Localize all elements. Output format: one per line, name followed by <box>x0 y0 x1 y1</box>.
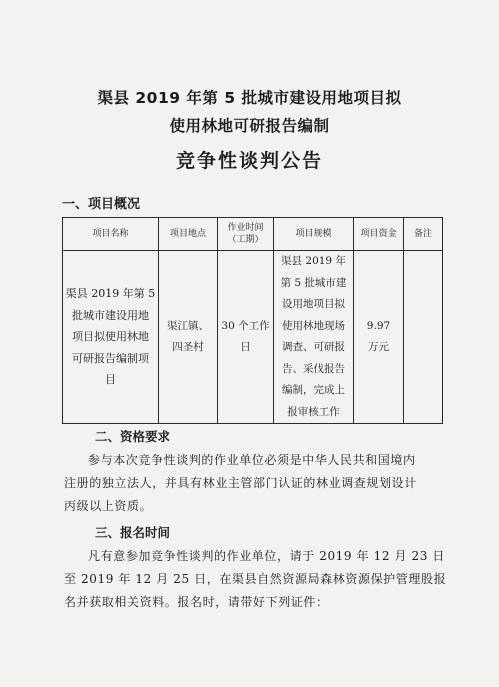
section-3-body <box>64 545 446 614</box>
cell-location <box>159 251 218 424</box>
header-duration-line2: （工期） <box>227 235 264 245</box>
title-line-2: 使用林地可研报告编制 <box>169 117 330 135</box>
cell-duration <box>218 251 274 424</box>
paragraph-line: 注册的独立法人，并具有林业主管部门认证的林业调查规划设计 <box>64 476 417 490</box>
cell-line: 项目拟使用林地 <box>72 330 149 344</box>
title-line-1: 渠县 2019 年第 5 批城市建设用地项目拟 <box>97 89 402 107</box>
paragraph-line: 名并获取相关资料。报名时，请带好下列证件： <box>64 595 329 609</box>
table-header-row <box>63 218 443 251</box>
section-2-body <box>64 449 446 518</box>
section-3-heading: 三、报名时间 <box>95 525 171 540</box>
project-table <box>62 217 443 424</box>
cell-remark <box>404 251 443 424</box>
cell-scope <box>274 251 354 424</box>
cell-line: 编制，完成上 <box>282 384 345 396</box>
cell-line: 30 个工作 <box>221 319 270 332</box>
cell-line: 渠县 2019 年第 5 <box>65 287 156 301</box>
paragraph-line: 参与本次竞争性谈判的作业单位必须是中华人民共和国境内 <box>88 453 416 467</box>
cell-line: 第 5 批城市建 <box>280 276 347 289</box>
header-location: 项目地点 <box>159 218 218 251</box>
cell-line: 调查、可研报 <box>282 341 345 353</box>
cell-project-name <box>63 251 159 424</box>
section-1-heading: 一、项目概况 <box>62 197 141 212</box>
cell-line: 使用林地现场 <box>282 319 345 332</box>
cell-line: 渠县 2019 年 <box>281 255 346 267</box>
cell-line: 报审核工作 <box>287 405 340 418</box>
table-row <box>63 251 443 424</box>
header-scope: 项目规模 <box>274 218 354 251</box>
cell-funds <box>354 251 404 424</box>
header-name: 项目名称 <box>63 218 159 251</box>
paragraph-line: 至 2019 年 12 月 25 日，在渠县自然资源局森林资源保护管理股报 <box>64 572 447 586</box>
header-duration-line1: 作业时间 <box>227 223 264 233</box>
cell-line: 告、采伐报告 <box>282 362 345 375</box>
cell-line: 9.97 <box>366 319 391 332</box>
cell-line: 万元 <box>368 341 389 353</box>
title-line-3: 竞争性谈判公告 <box>175 150 323 172</box>
cell-line: 目 <box>105 373 116 387</box>
header-funds: 项目资金 <box>354 218 404 251</box>
paragraph-line: 凡有意参加竞争性谈判的作业单位，请于 2019 年 12 月 23 日 <box>88 549 445 563</box>
cell-line: 四圣村 <box>172 341 204 353</box>
cell-line: 设用地项目拟 <box>282 298 345 310</box>
paragraph-line: 丙级以上资质。 <box>64 499 153 513</box>
cell-line: 可研报告编制项 <box>72 351 149 365</box>
header-remark: 备注 <box>404 218 443 251</box>
cell-line: 渠江镇、 <box>167 319 209 332</box>
cell-line: 日 <box>240 341 251 353</box>
header-duration <box>218 218 274 251</box>
section-2-heading: 二、资格要求 <box>95 429 171 444</box>
cell-line: 批城市建设用地 <box>72 308 149 322</box>
